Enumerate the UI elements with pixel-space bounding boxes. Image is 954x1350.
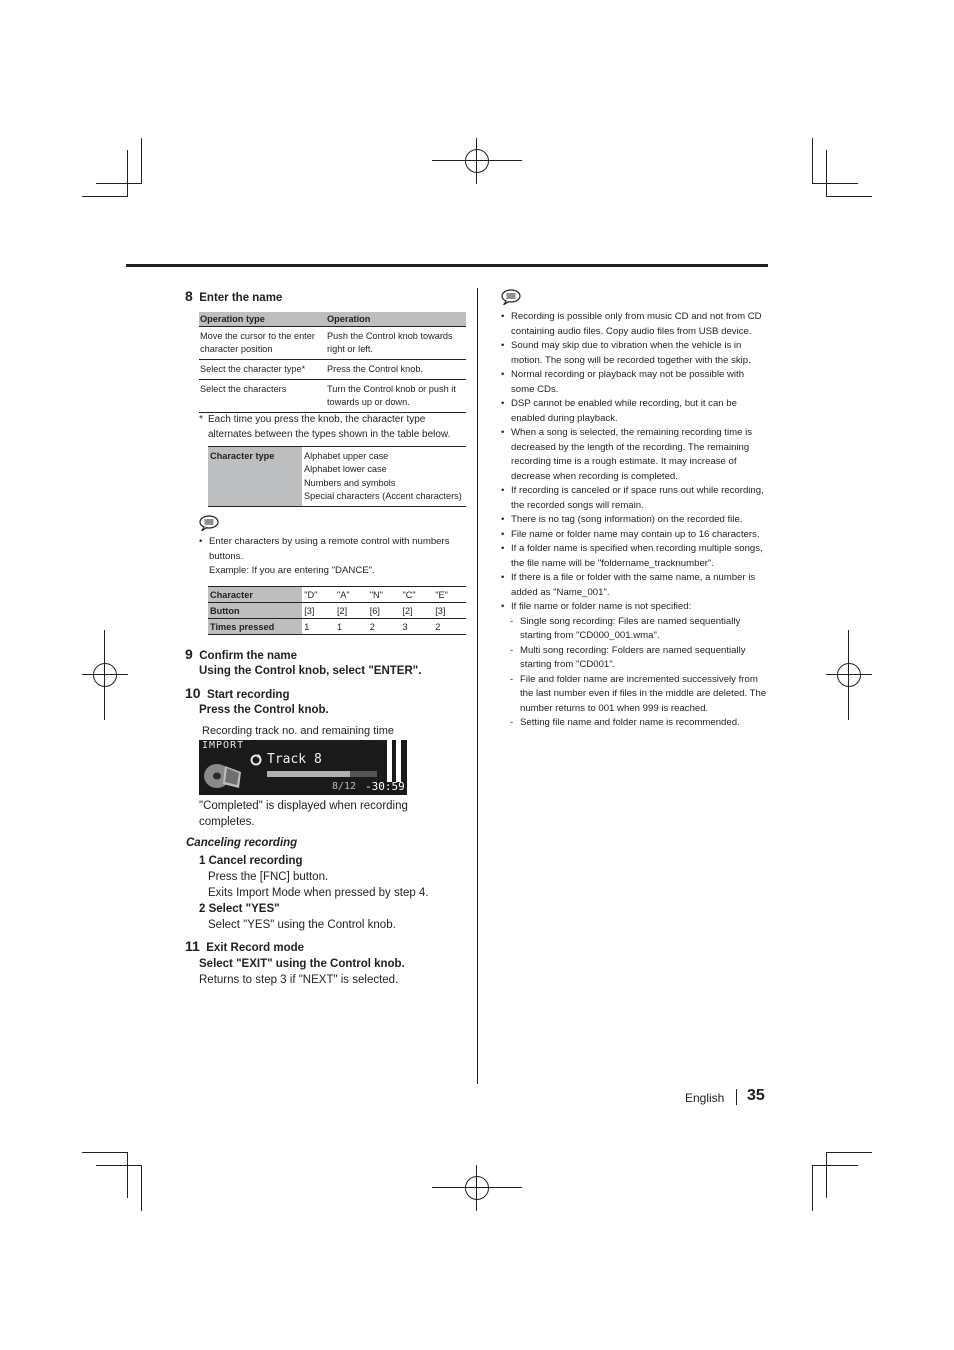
- crop-mark: [82, 1152, 128, 1153]
- table-row: [208, 619, 466, 635]
- crop-mark: [127, 1152, 128, 1198]
- list-item: • If there is a file or folder with the same name, a number is added as "Name_001".: [501, 571, 768, 600]
- step-instruction: Select "EXIT" using the Control knob.: [199, 958, 405, 970]
- substep-title: 2 Select "YES": [199, 903, 280, 915]
- table-cell: "C": [400, 587, 433, 603]
- list-item: • There is no tag (song information) on the recorded file.: [501, 513, 768, 528]
- section-heading: Canceling recording: [186, 837, 298, 849]
- footnote-mark: *: [199, 414, 203, 425]
- table-cell: 3: [400, 619, 433, 635]
- substep-title: 1 Cancel recording: [199, 855, 303, 867]
- sub-list-item: - Setting file name and folder name is recommended.: [501, 716, 768, 731]
- registration-mark: [432, 1165, 522, 1211]
- table-cell: Move the cursor to the enter character position: [199, 327, 326, 360]
- crop-mark: [141, 138, 142, 184]
- column-divider: [477, 288, 478, 1084]
- substep-text: Select "YES" using the Control knob.: [208, 919, 396, 931]
- step-instruction: Using the Control knob, select "ENTER".: [199, 665, 422, 677]
- table-cell: "D": [302, 587, 335, 603]
- list-item: • Recording is possible only from music CD and not from CD containing audio files. Copy audio files from USB device.: [501, 310, 768, 339]
- table-row: [208, 587, 466, 603]
- note-icon: [199, 515, 219, 531]
- footnote-text: Each time you press the knob, the character type alternates between the types shown in the table below.: [208, 414, 451, 440]
- dance-input-table: [208, 586, 466, 635]
- step-10-heading: [185, 685, 289, 703]
- crop-mark: [826, 196, 872, 197]
- note-example: Example: If you are entering "DANCE".: [209, 565, 375, 576]
- table-cell: [6]: [368, 603, 401, 619]
- table-cell: [3]: [302, 603, 335, 619]
- table-cell: 1: [335, 619, 368, 635]
- table-cell: "A": [335, 587, 368, 603]
- import-label: IMPORT: [202, 740, 245, 751]
- recording-display: [199, 740, 407, 795]
- table-header: Operation type: [199, 312, 326, 327]
- char-type-item: Alphabet lower case: [304, 464, 387, 475]
- table-cell: [2]: [335, 603, 368, 619]
- sub-list-item: - File and folder name are incremented successively from the last number even if files in the middle are deleted. The number returns to 001 when 999 is reached.: [501, 673, 768, 717]
- disc-icon: [201, 754, 245, 794]
- step-11-heading: [185, 938, 304, 956]
- list-item: • Normal recording or playback may not be possible with some CDs.: [501, 368, 768, 397]
- list-item: • If a folder name is specified when recording multiple songs, the file name will be "foldername_tracknumber".: [501, 542, 768, 571]
- step-title: Exit Record mode: [206, 942, 305, 954]
- row-label: Button: [208, 603, 302, 619]
- crop-mark: [812, 1165, 813, 1211]
- row-label: Times pressed: [208, 619, 302, 635]
- note-icon: [501, 289, 521, 305]
- character-type-table: [208, 446, 466, 507]
- char-type-item: Special characters (Accent characters): [304, 490, 462, 501]
- table-cell: Turn the Control knob or push it towards up or down.: [326, 380, 466, 413]
- table-header: Character type: [208, 447, 302, 507]
- table-cell: Press the Control knob.: [326, 360, 466, 380]
- step-8-heading: [185, 288, 282, 306]
- track-count: 8/12: [332, 781, 357, 792]
- notes-list: [501, 310, 768, 731]
- char-type-item: Alphabet upper case: [304, 451, 389, 461]
- progress-bar: [267, 771, 377, 777]
- level-bar: [396, 740, 401, 782]
- step-instruction: Press the Control knob.: [199, 704, 329, 716]
- level-bar: [387, 740, 392, 782]
- step-title: Start recording: [207, 689, 290, 701]
- list-item: • DSP cannot be enabled while recording, but it can be enabled during playback.: [501, 397, 768, 426]
- refresh-icon: [249, 753, 263, 767]
- completed-text: "Completed" is displayed when recording completes.: [199, 800, 408, 828]
- table-row: [199, 380, 466, 413]
- step-number: 11: [185, 938, 200, 954]
- sub-list-item: - Single song recording: Files are named sequentially starting from "CD000_001.wma".: [501, 615, 768, 644]
- step-9-heading: [185, 646, 297, 664]
- step-title: Enter the name: [199, 292, 283, 304]
- table-cell: [302, 447, 466, 507]
- table-cell: 2: [433, 619, 466, 635]
- registration-mark: [826, 630, 872, 720]
- crop-mark: [82, 196, 128, 197]
- step-title: Confirm the name: [199, 650, 298, 662]
- table-header: Operation: [326, 312, 466, 327]
- crop-mark: [141, 1165, 142, 1211]
- display-caption: Recording track no. and remaining time: [202, 725, 394, 737]
- crop-mark: [96, 1165, 142, 1166]
- list-item: • When a song is selected, the remaining recording time is decreased by the length of the recording. The remaining recording time is a rough estimate. It may increase of decrease when recording is completed.: [501, 426, 768, 484]
- table-cell: Push the Control knob towards right or left.: [326, 327, 466, 360]
- sub-list-item: - Multi song recording: Folders are named sequentially starting from "CD001".: [501, 644, 768, 673]
- footnote: [199, 413, 467, 442]
- footer-language: English: [685, 1091, 725, 1105]
- crop-mark: [812, 183, 858, 184]
- registration-mark: [432, 138, 522, 184]
- list-item: • If recording is canceled or if space runs out while recording, the recorded songs will remain.: [501, 484, 768, 513]
- table-cell: 2: [368, 619, 401, 635]
- page-number: 35: [747, 1087, 765, 1104]
- track-label: Track 8: [267, 752, 322, 767]
- footer-divider: [736, 1089, 737, 1105]
- substep-text: Press the [FNC] button.: [208, 871, 329, 883]
- crop-mark: [826, 1152, 872, 1153]
- crop-mark: [826, 150, 827, 197]
- table-cell: [3]: [433, 603, 466, 619]
- registration-mark: [82, 630, 128, 720]
- list-item: [199, 535, 467, 579]
- list-item: • Sound may skip due to vibration when the vehicle is in motion. The song will be recorded together with the skip.: [501, 339, 768, 368]
- crop-mark: [812, 138, 813, 184]
- crop-mark: [96, 183, 142, 184]
- substep-text: Exits Import Mode when pressed by step 4.: [208, 887, 429, 899]
- table-row: [208, 603, 466, 619]
- table-cell: "N": [368, 587, 401, 603]
- note-text: • Enter characters by using a remote control with numbers buttons.: [209, 536, 450, 562]
- table-row: [199, 327, 466, 360]
- table-cell: 1: [302, 619, 335, 635]
- table-row: [199, 360, 466, 380]
- step-number: 10: [185, 685, 201, 701]
- table-cell: "E": [433, 587, 466, 603]
- step-description: Returns to step 3 if "NEXT" is selected.: [199, 974, 399, 986]
- list-item: • File name or folder name may contain up to 16 characters.: [501, 528, 768, 543]
- table-cell: Select the characters: [199, 380, 326, 413]
- row-label: Character: [208, 587, 302, 603]
- table-cell: Select the character type*: [199, 360, 326, 380]
- list-item: • If file name or folder name is not specified:: [501, 600, 768, 615]
- remaining-time: -30:59: [365, 780, 405, 793]
- table-cell: [2]: [400, 603, 433, 619]
- note-list: [199, 535, 467, 579]
- operation-table: [199, 312, 466, 413]
- step-number: 8: [185, 288, 193, 304]
- progress-fill: [267, 771, 350, 777]
- crop-mark: [127, 150, 128, 197]
- crop-mark: [812, 1165, 858, 1166]
- char-type-item: Numbers and symbols: [304, 477, 396, 488]
- header-rule: [126, 264, 768, 267]
- crop-mark: [826, 1152, 827, 1198]
- step-number: 9: [185, 646, 193, 662]
